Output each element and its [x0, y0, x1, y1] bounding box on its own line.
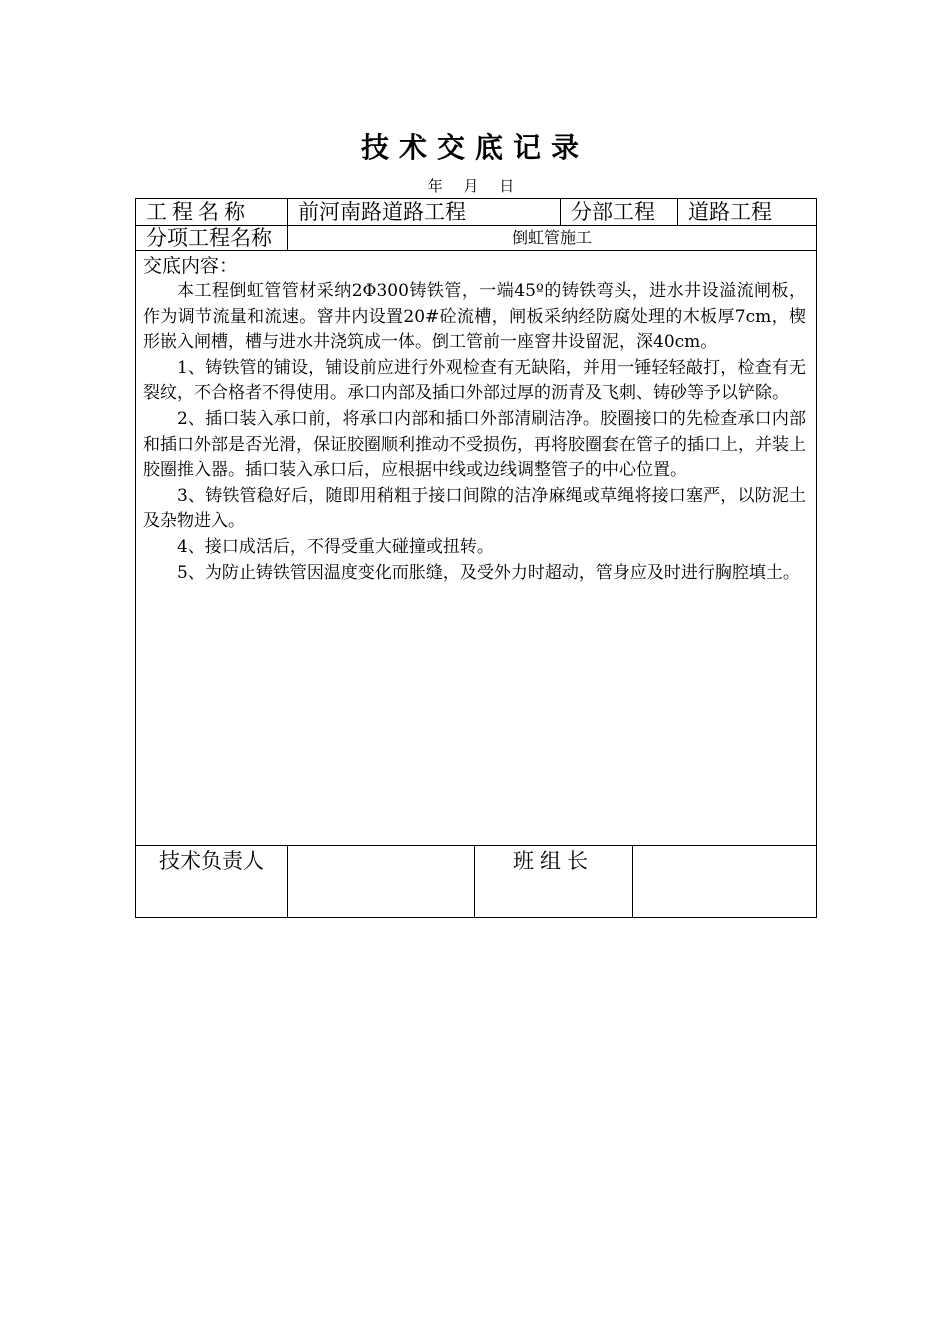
date-line: 年 月 日 — [427, 177, 523, 195]
subitem-value: 倒虹管施工 — [288, 226, 817, 251]
project-name-label: 工程名称 — [136, 199, 288, 226]
project-row — [136, 199, 817, 226]
record-table — [135, 198, 817, 918]
team-leader-signature-field[interactable] — [633, 846, 817, 918]
content-paragraph: 3、铸铁管稳好后，随即用稍粗于接口间隙的洁净麻绳或草绳将接口塞严，以防泥土及杂物进入。 — [143, 485, 806, 532]
content-paragraph: 2、插口装入承口前，将承口内部和插口外部清刷洁净。胶圈接口的先检查承口内部和插口外部是否光滑，保证胶圈顺利推动不受损伤，再将胶圈套在管子的插口上，并装上胶圈推入器。插口装入承口后，应根据中线或边线调整管子的中心位置。 — [143, 408, 806, 481]
document-title: 技术交底记录 — [360, 131, 589, 164]
project-name-value: 前河南路道路工程 — [288, 199, 561, 226]
content-paragraph: 5、为防止铸铁管因温度变化而胀缝，及受外力时超动，管身应及时进行胸腔填土。 — [177, 562, 800, 583]
tech-lead-signature-field[interactable] — [288, 846, 475, 918]
content-paragraph: 本工程倒虹管管材采纳2Φ300铸铁管，一端45º的铸铁弯头，进水井设溢流闸板，作为调节流量和流速。窨井内设置20#砼流槽，闸板采纳经防腐处理的木板厚7cm，楔形嵌入闸槽，槽与进水井浇筑成一体。倒工管前一座窨井设留泥，深40cm。 — [143, 281, 806, 353]
content-row — [136, 251, 817, 846]
tech-lead-label: 技术负责人 — [136, 846, 288, 918]
content-cell — [136, 251, 817, 846]
signature-row — [136, 846, 817, 918]
subitem-label: 分项工程名称 — [136, 226, 288, 251]
subitem-row — [136, 226, 817, 251]
content-paragraph: 1、铸铁管的铺设，铺设前应进行外观检查有无缺陷，并用一锤轻轻敲打，检查有无裂纹，不合格者不得使用。承口内部及插口外部过厚的沥青及飞刺、铸砂等予以铲除。 — [143, 357, 806, 404]
team-leader-label: 班组长 — [475, 846, 633, 918]
division-value: 道路工程 — [678, 199, 817, 226]
division-label: 分部工程 — [561, 199, 678, 226]
content-paragraph: 4、接口成活后，不得受重大碰撞或扭转。 — [177, 536, 494, 557]
content-label: 交底内容： — [143, 255, 239, 277]
